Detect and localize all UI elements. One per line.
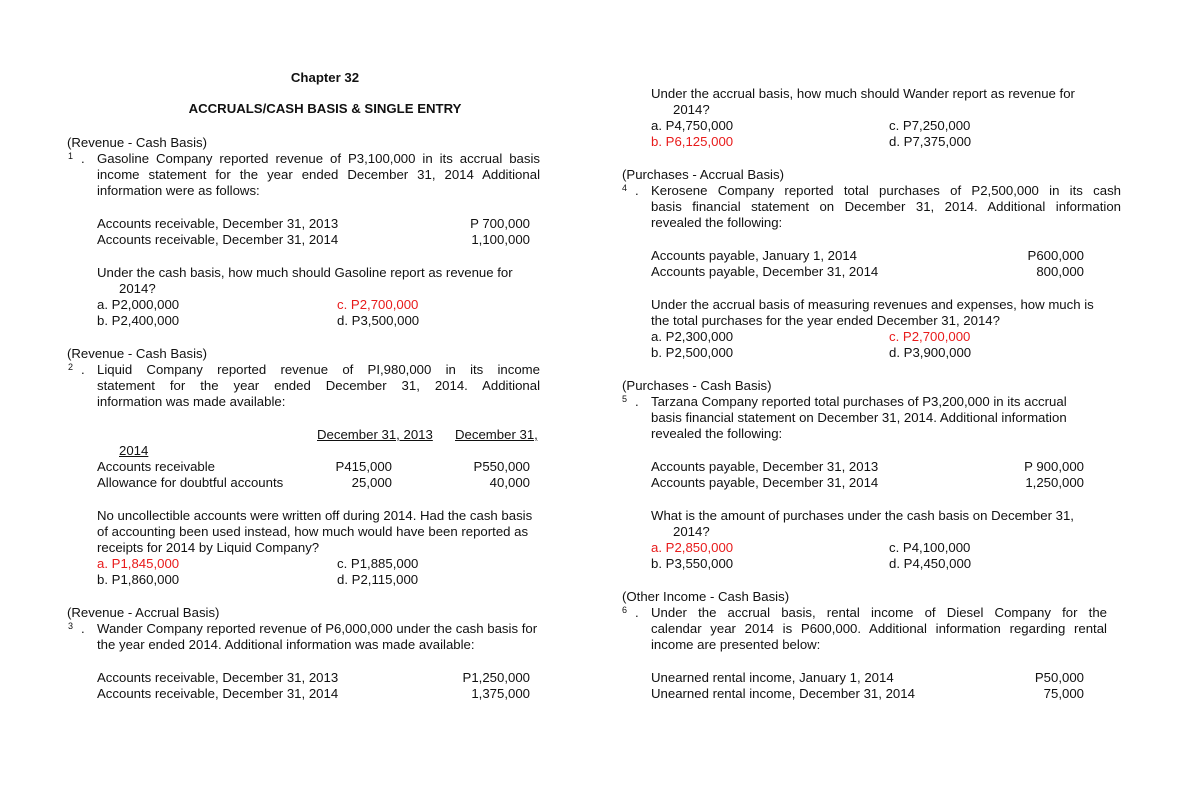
q3-topic: (Revenue - Accrual Basis) xyxy=(67,605,220,620)
q4-number: 4 xyxy=(622,183,628,193)
q1-stem-line1: Gasoline Company reported revenue of P3,100,000 in its accrual basis xyxy=(97,151,540,166)
q2-stem-line3: information was made available: xyxy=(97,394,286,409)
q2-question-line1: No uncollectible accounts were written off during 2014. Had the cash basis xyxy=(97,508,533,523)
q5-number: 5 xyxy=(622,394,628,404)
q6-row1-label: Unearned rental income, January 1, 2014 xyxy=(651,670,894,685)
q1-stem-line2: income statement for the year ended December 31, 2014 Additional xyxy=(97,167,540,182)
q3-choice-c: c. P7,250,000 xyxy=(889,118,971,133)
q4-choice-d: d. P3,900,000 xyxy=(889,345,972,360)
q1-row1-value: P 700,000 xyxy=(470,216,530,231)
q4-question-line2: the total purchases for the year ended December 31, 2014? xyxy=(651,313,1000,328)
q5-question-line2: 2014? xyxy=(673,524,710,539)
q2-row1-v1: P415,000 xyxy=(335,459,392,474)
q2-number: 2 xyxy=(68,362,74,372)
q5-row2-value: 1,250,000 xyxy=(1025,475,1084,490)
q2-question-line3: receipts for 2014 by Liquid Company? xyxy=(97,540,320,555)
q4-dot: . xyxy=(635,183,639,198)
q1-row2-label: Accounts receivable, December 31, 2014 xyxy=(97,232,339,247)
q2-choice-b: b. P1,860,000 xyxy=(97,572,180,587)
q3-stem-line1: Wander Company reported revenue of P6,000,000 under the cash basis for xyxy=(97,621,538,636)
q4-topic: (Purchases - Accrual Basis) xyxy=(622,167,784,182)
q2-row2-label: Allowance for doubtful accounts xyxy=(97,475,284,490)
q6-row1-value: P50,000 xyxy=(1034,670,1084,685)
q1-choice-d: d. P3,500,000 xyxy=(337,313,420,328)
q2-choice-a-answer: a. P1,845,000 xyxy=(97,556,180,571)
q4-stem-line3: revealed the following: xyxy=(651,215,783,230)
q2-row2-v1: 25,000 xyxy=(351,475,392,490)
q1-choice-c-answer: c. P2,700,000 xyxy=(337,297,419,312)
q2-question-line2: of accounting been used instead, how much would have been reported as xyxy=(97,524,529,539)
q5-row1-label: Accounts payable, December 31, 2013 xyxy=(651,459,879,474)
q6-number: 6 xyxy=(622,605,628,615)
q4-row1-value: P600,000 xyxy=(1027,248,1084,263)
q3-choice-a: a. P4,750,000 xyxy=(651,118,734,133)
q5-row1-value: P 900,000 xyxy=(1024,459,1084,474)
chapter-title: Chapter 32 xyxy=(290,70,360,85)
q5-question-line1: What is the amount of purchases under the cash basis on December 31, xyxy=(651,508,1074,523)
q6-row2-label: Unearned rental income, December 31, 2014 xyxy=(651,686,915,701)
q5-topic: (Purchases - Cash Basis) xyxy=(622,378,772,393)
q3-question-line1: Under the accrual basis, how much should Wander report as revenue for xyxy=(651,86,1075,101)
q2-choice-c: c. P1,885,000 xyxy=(337,556,419,571)
q5-choice-b: b. P3,550,000 xyxy=(651,556,734,571)
q4-stem-line2: basis financial statement on December 31, 2014. Additional information xyxy=(651,199,1121,214)
q3-dot: . xyxy=(81,621,85,636)
q2-dot: . xyxy=(81,362,85,377)
q5-choice-c: c. P4,100,000 xyxy=(889,540,971,555)
q4-choice-a: a. P2,300,000 xyxy=(651,329,734,344)
q1-topic: (Revenue - Cash Basis) xyxy=(67,135,207,150)
q4-choice-b: b. P2,500,000 xyxy=(651,345,734,360)
q4-row2-value: 800,000 xyxy=(1036,264,1084,279)
q3-question-line2: 2014? xyxy=(673,102,710,117)
q3-row1-label: Accounts receivable, December 31, 2013 xyxy=(97,670,339,685)
q4-stem-line1: Kerosene Company reported total purchases of P2,500,000 in its cash xyxy=(651,183,1121,198)
q4-row1-label: Accounts payable, January 1, 2014 xyxy=(651,248,858,263)
q2-choice-d: d. P2,115,000 xyxy=(337,572,419,587)
q1-row2-value: 1,100,000 xyxy=(471,232,530,247)
q3-row1-value: P1,250,000 xyxy=(462,670,530,685)
q1-choice-a: a. P2,000,000 xyxy=(97,297,180,312)
q5-stem-line3: revealed the following: xyxy=(651,426,783,441)
q3-number: 3 xyxy=(68,621,74,631)
q1-row1-label: Accounts receivable, December 31, 2013 xyxy=(97,216,339,231)
q6-topic: (Other Income - Cash Basis) xyxy=(622,589,790,604)
q6-row2-value: 75,000 xyxy=(1043,686,1084,701)
q2-stem-line2: statement for the year ended December 31, 2014. Additional xyxy=(97,378,540,393)
q5-choice-a-answer: a. P2,850,000 xyxy=(651,540,734,555)
q6-stem-line3: income are presented below: xyxy=(651,637,821,652)
q2-row2-v2: 40,000 xyxy=(489,475,530,490)
q3-stem-line2: the year ended 2014. Additional information was made available: xyxy=(97,637,475,652)
q4-question-line1: Under the accrual basis of measuring revenues and expenses, how much is xyxy=(651,297,1094,312)
q3-row2-value: 1,375,000 xyxy=(471,686,530,701)
q2-stem-line1: Liquid Company reported revenue of PI,980,000 in its income xyxy=(97,362,540,377)
q1-number: 1 xyxy=(68,151,74,161)
q6-stem-line2: calendar year 2014 is P600,000. Additional information regarding rental xyxy=(651,621,1107,636)
q2-row1-v2: P550,000 xyxy=(473,459,530,474)
q4-choice-c-answer: c. P2,700,000 xyxy=(889,329,971,344)
q2-col1-header: December 31, 2013 xyxy=(317,427,433,442)
q5-stem-line2: basis financial statement on December 31, 2014. Additional information xyxy=(651,410,1067,425)
q1-dot: . xyxy=(81,151,85,166)
q2-col2-header: December 31, xyxy=(455,427,538,442)
q3-choice-d: d. P7,375,000 xyxy=(889,134,972,149)
q2-col2-header-year: 2014 xyxy=(119,443,149,458)
q1-question-line2: 2014? xyxy=(119,281,156,296)
q1-stem-line3: information were as follows: xyxy=(97,183,260,198)
q5-stem-line1: Tarzana Company reported total purchases of P3,200,000 in its accrual xyxy=(651,394,1067,409)
q1-question-line1: Under the cash basis, how much should Gasoline report as revenue for xyxy=(97,265,513,280)
q2-topic: (Revenue - Cash Basis) xyxy=(67,346,207,361)
q6-dot: . xyxy=(635,605,639,620)
q3-row2-label: Accounts receivable, December 31, 2014 xyxy=(97,686,339,701)
q6-stem-line1: Under the accrual basis, rental income of Diesel Company for the xyxy=(651,605,1107,620)
q4-row2-label: Accounts payable, December 31, 2014 xyxy=(651,264,879,279)
q5-choice-d: d. P4,450,000 xyxy=(889,556,972,571)
q2-row1-label: Accounts receivable xyxy=(97,459,216,474)
q5-dot: . xyxy=(635,394,639,409)
q5-row2-label: Accounts payable, December 31, 2014 xyxy=(651,475,879,490)
page-title: ACCRUALS/CASH BASIS & SINGLE ENTRY xyxy=(188,101,462,116)
q1-choice-b: b. P2,400,000 xyxy=(97,313,180,328)
q3-choice-b-answer: b. P6,125,000 xyxy=(651,134,734,149)
